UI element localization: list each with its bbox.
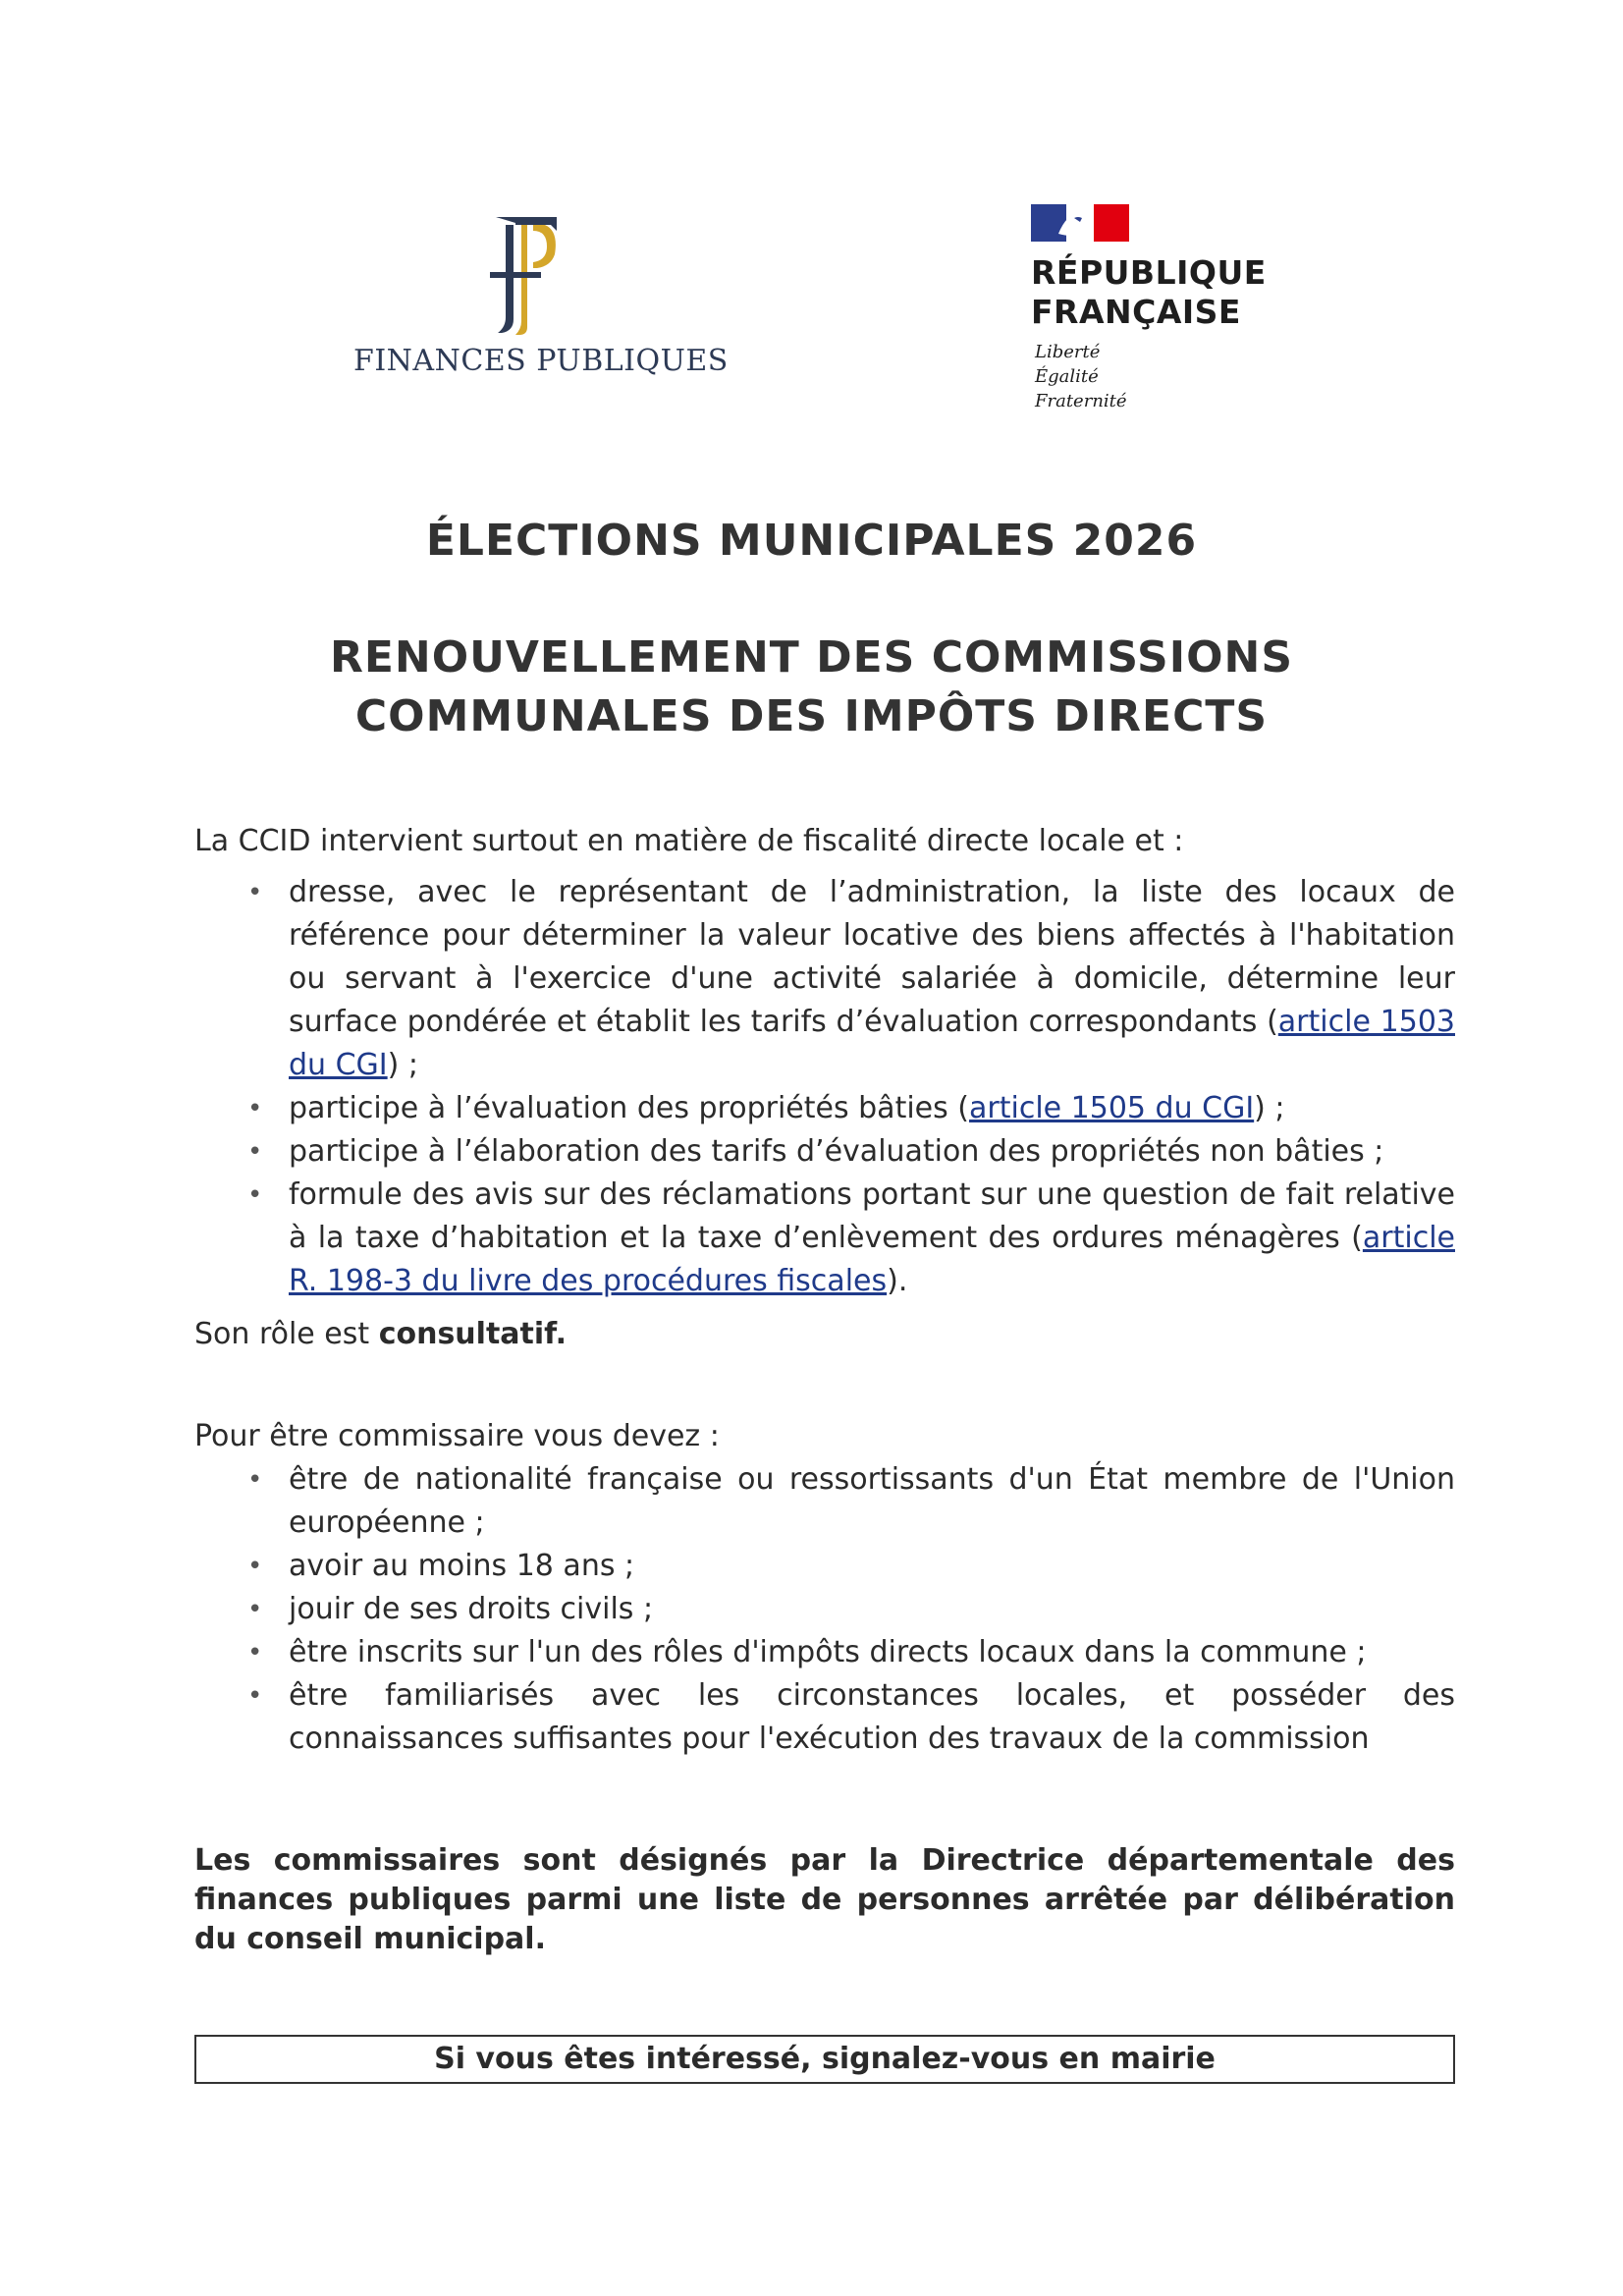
mission-text: participe à l’évaluation des propriétés bâties	[289, 1091, 958, 1125]
republic-motto	[1035, 340, 1127, 413]
conditions-intro: Pour être commissaire vous devez :	[194, 1419, 720, 1453]
document-body	[194, 820, 1455, 1959]
list-item: • être inscrits sur l'un des rôles d'impôts directs locaux dans la commune ;	[289, 1631, 1455, 1674]
finances-publiques-logo	[353, 211, 727, 398]
republique-francaise-name	[1031, 253, 1267, 332]
list-item	[289, 1087, 1455, 1130]
list-item	[289, 1174, 1455, 1303]
subtitle-line-1: RENOUVELLEMENT DES COMMISSIONS	[329, 632, 1294, 683]
article-1505-link[interactable]: article 1505 du CGI	[969, 1091, 1255, 1125]
list-item: • avoir au moins 18 ans ;	[289, 1545, 1455, 1588]
spacer	[194, 1356, 1455, 1415]
list-item: • jouir de ses droits civils ;	[289, 1588, 1455, 1631]
callout-box: Si vous êtes intéressé, signalez-vous en mairie	[194, 2035, 1455, 2084]
role-value: consultatif.	[378, 1317, 567, 1351]
marianne-flag-icon	[1031, 204, 1129, 242]
conditions-list	[194, 1458, 1455, 1761]
list-item: • être de nationalité française ou ressortissants d'un État membre de l'Union européenne ;	[289, 1458, 1455, 1545]
francaise-line: FRANÇAISE	[1031, 293, 1241, 331]
mission-suffix: ) ;	[387, 1048, 418, 1082]
mission-text: participe à l’élaboration des tarifs d’évaluation des propriétés non bâties ;	[289, 1134, 1384, 1169]
republique-line: RÉPUBLIQUE	[1031, 253, 1267, 292]
mission-suffix: ).	[887, 1264, 908, 1298]
link-paren: (	[957, 1091, 970, 1125]
motto-fraternite: Fraternité	[1035, 391, 1127, 411]
subtitle	[0, 629, 1623, 746]
article-r198-3-link[interactable]: article R. 198-3 du livre des procédures fiscales	[289, 1221, 1455, 1298]
republique-francaise-logo	[1031, 204, 1286, 420]
main-title: ÉLECTIONS MUNICIPALES 2026	[425, 516, 1198, 566]
intro-paragraph: La CCID intervient surtout en matière de fiscalité directe locale et :	[194, 824, 1184, 858]
missions-list	[194, 871, 1455, 1303]
article-1503-link[interactable]: article 1503 du CGI	[289, 1005, 1455, 1082]
subtitle-line-2: COMMUNALES DES IMPÔTS DIRECTS	[354, 691, 1269, 741]
finances-publiques-emblem	[476, 211, 565, 339]
mission-text: formule des avis sur des réclamations portant sur une question de fait relative à la taxe d’habitation et la taxe d’enlèvement des ordures ménagères	[289, 1177, 1455, 1255]
list-item: • être familiarisés avec les circonstances locales, et posséder des connaissances suffisantes pour l'exécution des travaux de la commission	[289, 1674, 1455, 1761]
motto-egalite: Égalité	[1035, 366, 1099, 387]
mission-text: dresse, avec le représentant de l’administration, la liste des locaux de référence pour déterminer la valeur locative des biens affectés à l'habitation ou servant à l'exercice d'une activité salariée à domicile, détermine leur surface pondérée et établit les tarifs d’évaluation correspondants	[289, 875, 1455, 1039]
designation-paragraph: Les commissaires sont désignés par la Directrice départementale des finances publiques parmi une liste de personnes arrêtée par délibération du conseil municipal.	[194, 1843, 1455, 1956]
motto-liberte: Liberté	[1035, 342, 1101, 362]
finances-publiques-label: FINANCES PUBLIQUES	[353, 344, 729, 378]
role-paragraph	[194, 1313, 1455, 1356]
spacer	[194, 1761, 1455, 1841]
list-item	[289, 871, 1455, 1087]
list-item	[289, 1130, 1455, 1174]
mission-suffix: ) ;	[1254, 1091, 1285, 1125]
link-paren: (	[1267, 1005, 1278, 1039]
link-paren: (	[1351, 1221, 1363, 1255]
role-prefix: Son rôle est	[194, 1317, 379, 1351]
